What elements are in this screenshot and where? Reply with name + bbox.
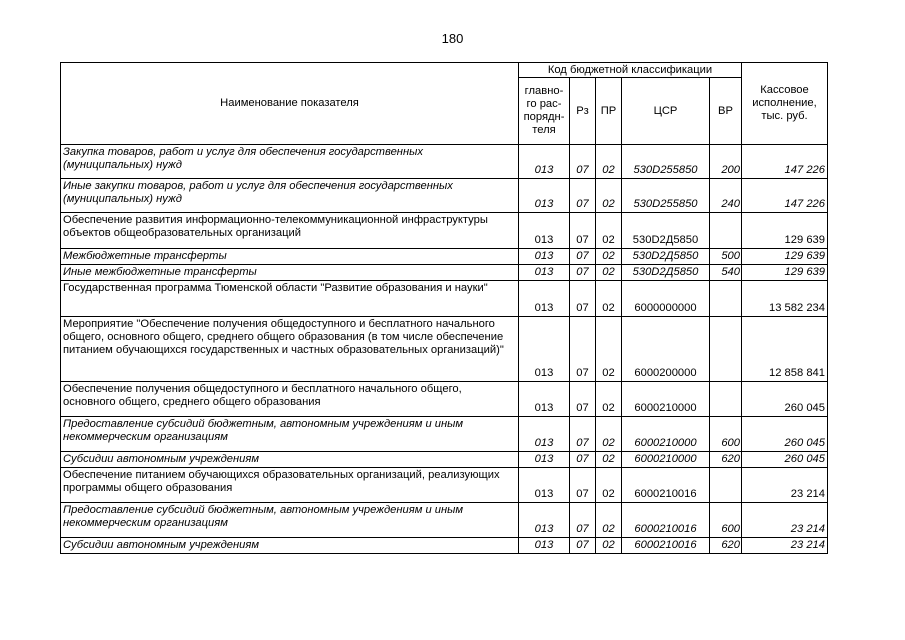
row-vr: 240 — [710, 179, 742, 213]
row-amount: 147 226 — [742, 179, 828, 213]
row-csr: 530D255850 — [622, 179, 710, 213]
row-csr: 6000210016 — [622, 503, 710, 538]
row-pr: 02 — [596, 468, 622, 503]
row-amount: 260 045 — [742, 417, 828, 452]
row-pr: 02 — [596, 213, 622, 249]
row-name: Предоставление субсидий бюджетным, автономным учреждениям и иным некоммерческим организациям — [61, 417, 519, 452]
row-csr: 6000210000 — [622, 452, 710, 468]
row-grbs: 013 — [519, 417, 570, 452]
row-name: Обеспечение развития информационно-телекоммуникационной инфраструктуры объектов общеобразовательных организаций — [61, 213, 519, 249]
row-grbs: 013 — [519, 265, 570, 281]
row-amount: 129 639 — [742, 213, 828, 249]
row-vr — [710, 317, 742, 382]
row-amount: 147 226 — [742, 145, 828, 179]
row-name: Закупка товаров, работ и услуг для обеспечения государственных (муниципальных) нужд — [61, 145, 519, 179]
row-csr: 530D2Д5850 — [622, 265, 710, 281]
budget-table — [60, 62, 828, 554]
row-csr: 6000210016 — [622, 468, 710, 503]
row-name: Субсидии автономным учреждениям — [61, 538, 519, 554]
header-rz: Рз — [570, 78, 596, 145]
row-csr: 530D2Д5850 — [622, 249, 710, 265]
row-pr: 02 — [596, 265, 622, 281]
row-vr: 200 — [710, 145, 742, 179]
row-rz: 07 — [570, 281, 596, 317]
header-name: Наименование показателя — [61, 63, 519, 145]
row-vr: 500 — [710, 249, 742, 265]
header-amount: Кассовое исполнение, тыс. руб. — [742, 63, 828, 145]
row-rz: 07 — [570, 452, 596, 468]
row-name: Обеспечение питанием обучающихся образовательных организаций, реализующих программы общего образования — [61, 468, 519, 503]
row-csr: 6000200000 — [622, 317, 710, 382]
header-vr: ВР — [710, 78, 742, 145]
row-csr: 530D2Д5850 — [622, 213, 710, 249]
row-rz: 07 — [570, 145, 596, 179]
row-grbs: 013 — [519, 249, 570, 265]
row-csr: 530D255850 — [622, 145, 710, 179]
row-vr — [710, 281, 742, 317]
row-grbs: 013 — [519, 213, 570, 249]
row-pr: 02 — [596, 179, 622, 213]
row-vr — [710, 213, 742, 249]
header-kbk: Код бюджетной классификации — [519, 63, 742, 78]
row-rz: 07 — [570, 468, 596, 503]
row-csr: 6000000000 — [622, 281, 710, 317]
row-rz: 07 — [570, 417, 596, 452]
row-grbs: 013 — [519, 179, 570, 213]
row-vr: 540 — [710, 265, 742, 281]
row-rz: 07 — [570, 538, 596, 554]
row-pr: 02 — [596, 452, 622, 468]
row-amount: 23 214 — [742, 503, 828, 538]
row-amount: 260 045 — [742, 382, 828, 417]
row-grbs: 013 — [519, 468, 570, 503]
row-amount: 129 639 — [742, 249, 828, 265]
row-rz: 07 — [570, 382, 596, 417]
row-rz: 07 — [570, 503, 596, 538]
row-name: Иные межбюджетные трансферты — [61, 265, 519, 281]
row-amount: 23 214 — [742, 468, 828, 503]
row-amount: 260 045 — [742, 452, 828, 468]
row-vr: 620 — [710, 452, 742, 468]
row-pr: 02 — [596, 538, 622, 554]
row-rz: 07 — [570, 265, 596, 281]
row-pr: 02 — [596, 145, 622, 179]
row-amount: 12 858 841 — [742, 317, 828, 382]
row-csr: 6000210016 — [622, 538, 710, 554]
row-grbs: 013 — [519, 317, 570, 382]
row-name: Иные закупки товаров, работ и услуг для обеспечения государственных (муниципальных) нужд — [61, 179, 519, 213]
row-grbs: 013 — [519, 538, 570, 554]
row-pr: 02 — [596, 249, 622, 265]
row-rz: 07 — [570, 213, 596, 249]
row-csr: 6000210000 — [622, 382, 710, 417]
row-name: Государственная программа Тюменской области "Развитие образования и науки" — [61, 281, 519, 317]
row-name: Предоставление субсидий бюджетным, автономным учреждениям и иным некоммерческим организациям — [61, 503, 519, 538]
page-number: 180 — [441, 31, 464, 46]
row-grbs: 013 — [519, 281, 570, 317]
row-rz: 07 — [570, 179, 596, 213]
row-vr: 620 — [710, 538, 742, 554]
row-rz: 07 — [570, 249, 596, 265]
row-pr: 02 — [596, 317, 622, 382]
row-name: Субсидии автономным учреждениям — [61, 452, 519, 468]
row-amount: 23 214 — [742, 538, 828, 554]
row-name: Мероприятие "Обеспечение получения общедоступного и бесплатного начального общего, основного общего, среднего общего образования (в том числе обеспечение питанием обучающихся государственных и частных образовательных организаций)" — [61, 317, 519, 382]
row-amount: 129 639 — [742, 265, 828, 281]
row-name: Межбюджетные трансферты — [61, 249, 519, 265]
row-pr: 02 — [596, 281, 622, 317]
row-grbs: 013 — [519, 452, 570, 468]
row-rz: 07 — [570, 317, 596, 382]
header-pr: ПР — [596, 78, 622, 145]
header-grbs: главно-го рас-порядн-теля — [519, 78, 570, 145]
row-amount: 13 582 234 — [742, 281, 828, 317]
row-vr — [710, 382, 742, 417]
row-pr: 02 — [596, 417, 622, 452]
header-csr: ЦСР — [622, 78, 710, 145]
row-grbs: 013 — [519, 503, 570, 538]
row-vr: 600 — [710, 417, 742, 452]
row-vr: 600 — [710, 503, 742, 538]
row-name: Обеспечение получения общедоступного и бесплатного начального общего, основного общего, среднего общего образования — [61, 382, 519, 417]
row-pr: 02 — [596, 503, 622, 538]
row-csr: 6000210000 — [622, 417, 710, 452]
row-grbs: 013 — [519, 382, 570, 417]
row-pr: 02 — [596, 382, 622, 417]
row-vr — [710, 468, 742, 503]
row-grbs: 013 — [519, 145, 570, 179]
